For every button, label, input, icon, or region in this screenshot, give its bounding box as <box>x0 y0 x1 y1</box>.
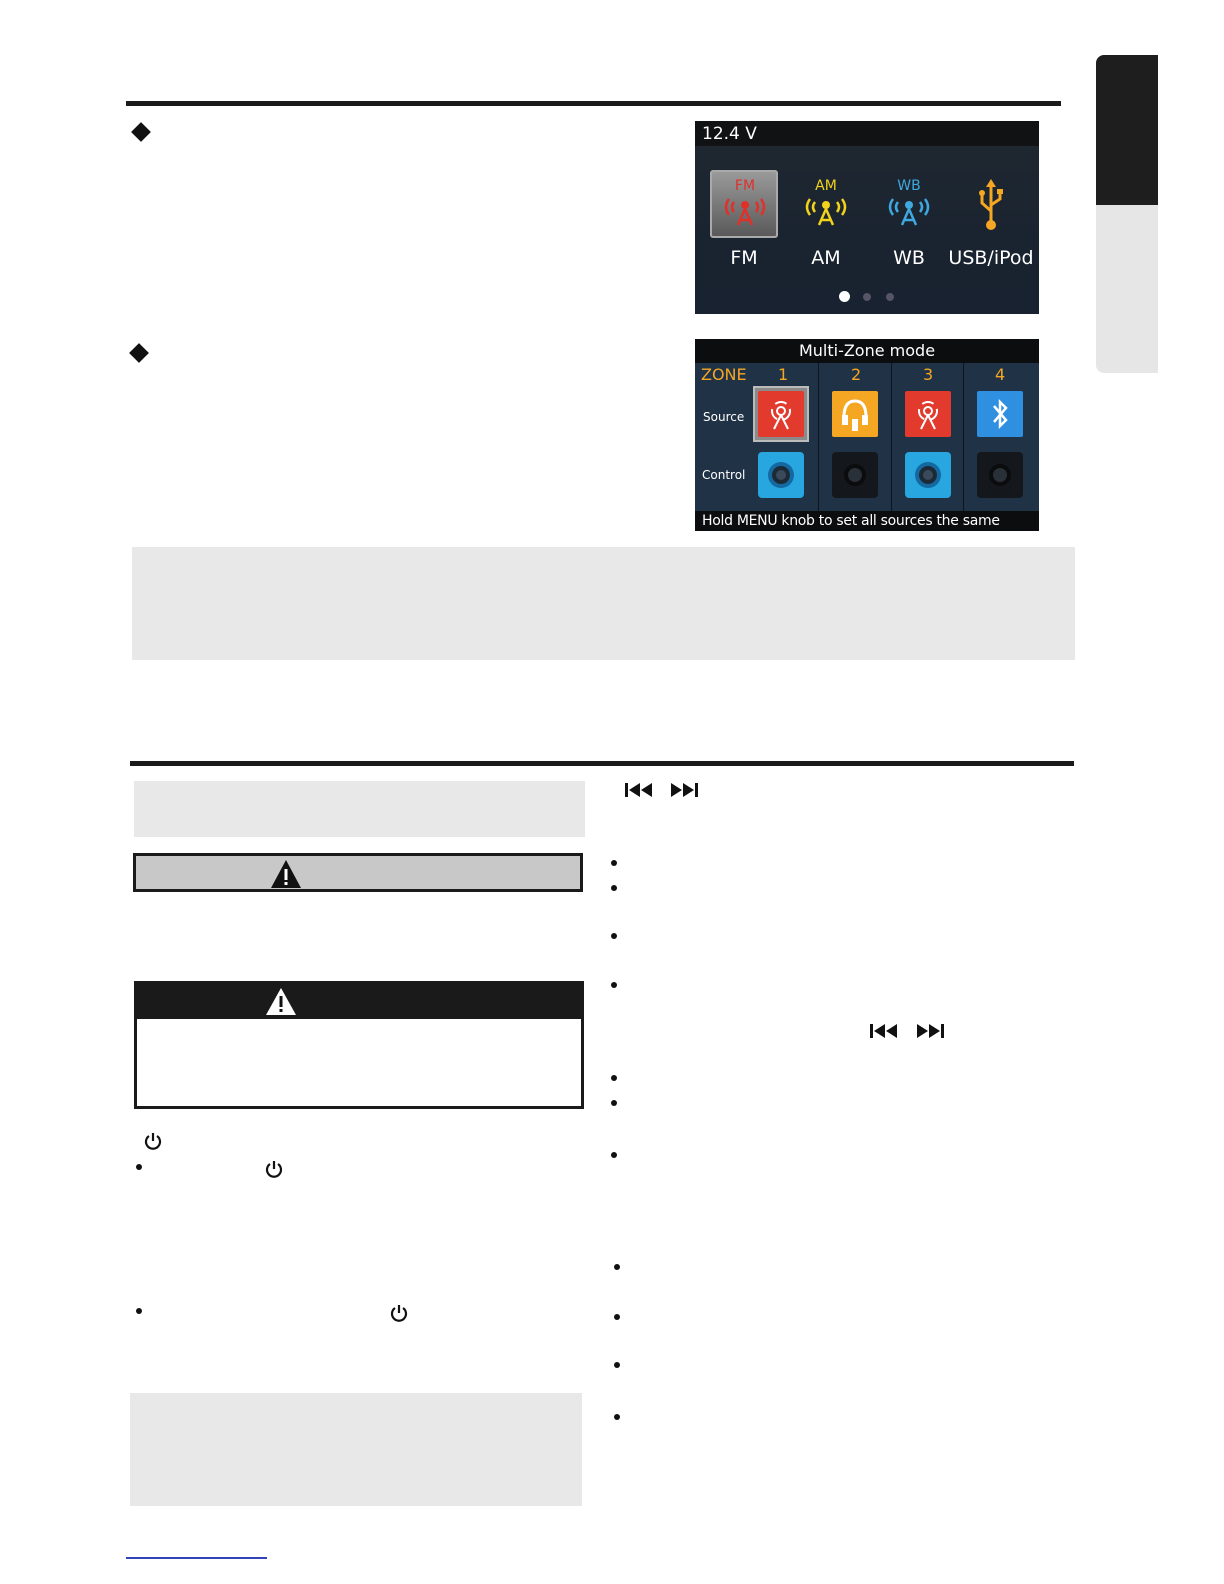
zone-number-3: 3 <box>923 365 934 384</box>
multizone-screen <box>695 339 1039 531</box>
zone2-control-knob-icon[interactable] <box>832 452 878 498</box>
wb-source-icon[interactable] <box>879 175 939 235</box>
caution-banner <box>133 853 583 892</box>
zone-number-4: 4 <box>995 365 1006 384</box>
svg-text:AM: AM <box>815 178 837 194</box>
source-label-am: AM <box>811 247 841 269</box>
note-box <box>130 1393 582 1506</box>
zone3-control-knob-icon[interactable] <box>905 452 951 498</box>
column-divider <box>818 363 819 511</box>
zone-label: ZONE <box>701 365 747 384</box>
column-divider <box>891 363 892 511</box>
page-indicator <box>863 293 871 301</box>
note-box <box>134 781 585 837</box>
source-label-wb: WB <box>893 247 925 269</box>
skip-back-icon <box>869 1023 899 1039</box>
zone3-radio-icon[interactable] <box>905 391 951 437</box>
power-icon <box>390 1304 408 1322</box>
power-icon <box>265 1160 283 1178</box>
list-bullet <box>614 1264 620 1270</box>
source-label-fm: FM <box>730 247 758 269</box>
source-label-usb: USB/iPod <box>948 247 1034 269</box>
skip-back-icon <box>624 782 654 798</box>
list-bullet <box>611 885 617 891</box>
power-icon <box>144 1132 162 1150</box>
voltage-readout: 12.4 V <box>702 124 757 144</box>
page-indicator <box>886 293 894 301</box>
svg-text:WB: WB <box>897 178 921 194</box>
list-bullet <box>611 1152 617 1158</box>
section-divider-top <box>126 101 1061 106</box>
source-row-label: Source <box>703 410 745 424</box>
heading-diamond-icon <box>129 343 149 363</box>
zone4-bluetooth-icon[interactable] <box>977 391 1023 437</box>
list-bullet <box>611 933 617 939</box>
svg-text:FM: FM <box>734 178 756 194</box>
section-tab-active <box>1096 55 1158 205</box>
multizone-footer-hint: Hold MENU knob to set all sources the same <box>695 511 1039 531</box>
note-box <box>132 547 1075 660</box>
multizone-title: Multi-Zone mode <box>695 339 1039 363</box>
zone-number-1: 1 <box>778 365 789 384</box>
zone2-headphone-icon[interactable] <box>832 391 878 437</box>
footer-link-underline[interactable] <box>126 1557 267 1559</box>
list-bullet <box>611 1075 617 1081</box>
warning-body <box>134 1019 584 1109</box>
usb-source-icon[interactable] <box>976 177 1006 233</box>
column-divider <box>963 363 964 511</box>
list-bullet <box>614 1414 620 1420</box>
list-bullet <box>614 1362 620 1368</box>
fm-source-icon[interactable] <box>715 175 775 235</box>
skip-forward-icon <box>669 782 699 798</box>
list-bullet <box>614 1314 620 1320</box>
list-bullet <box>611 1100 617 1106</box>
section-divider-middle <box>130 761 1074 766</box>
zone1-radio-icon[interactable] <box>758 391 804 437</box>
warning-banner <box>134 981 584 1019</box>
control-row-label: Control <box>702 468 746 482</box>
skip-forward-icon <box>915 1023 945 1039</box>
zone-number-2: 2 <box>851 365 862 384</box>
heading-diamond-icon <box>131 122 151 142</box>
list-bullet <box>611 860 617 866</box>
list-bullet <box>611 982 617 988</box>
warning-icon <box>265 987 297 1016</box>
zone1-control-knob-icon[interactable] <box>758 452 804 498</box>
zone4-control-knob-icon[interactable] <box>977 452 1023 498</box>
list-bullet <box>136 1308 142 1314</box>
section-tab-inactive <box>1096 205 1158 373</box>
page-indicator-active <box>839 291 850 302</box>
am-source-icon[interactable] <box>796 175 856 235</box>
caution-warning-icon <box>270 859 302 889</box>
list-bullet <box>136 1164 142 1170</box>
source-screen <box>695 121 1039 314</box>
